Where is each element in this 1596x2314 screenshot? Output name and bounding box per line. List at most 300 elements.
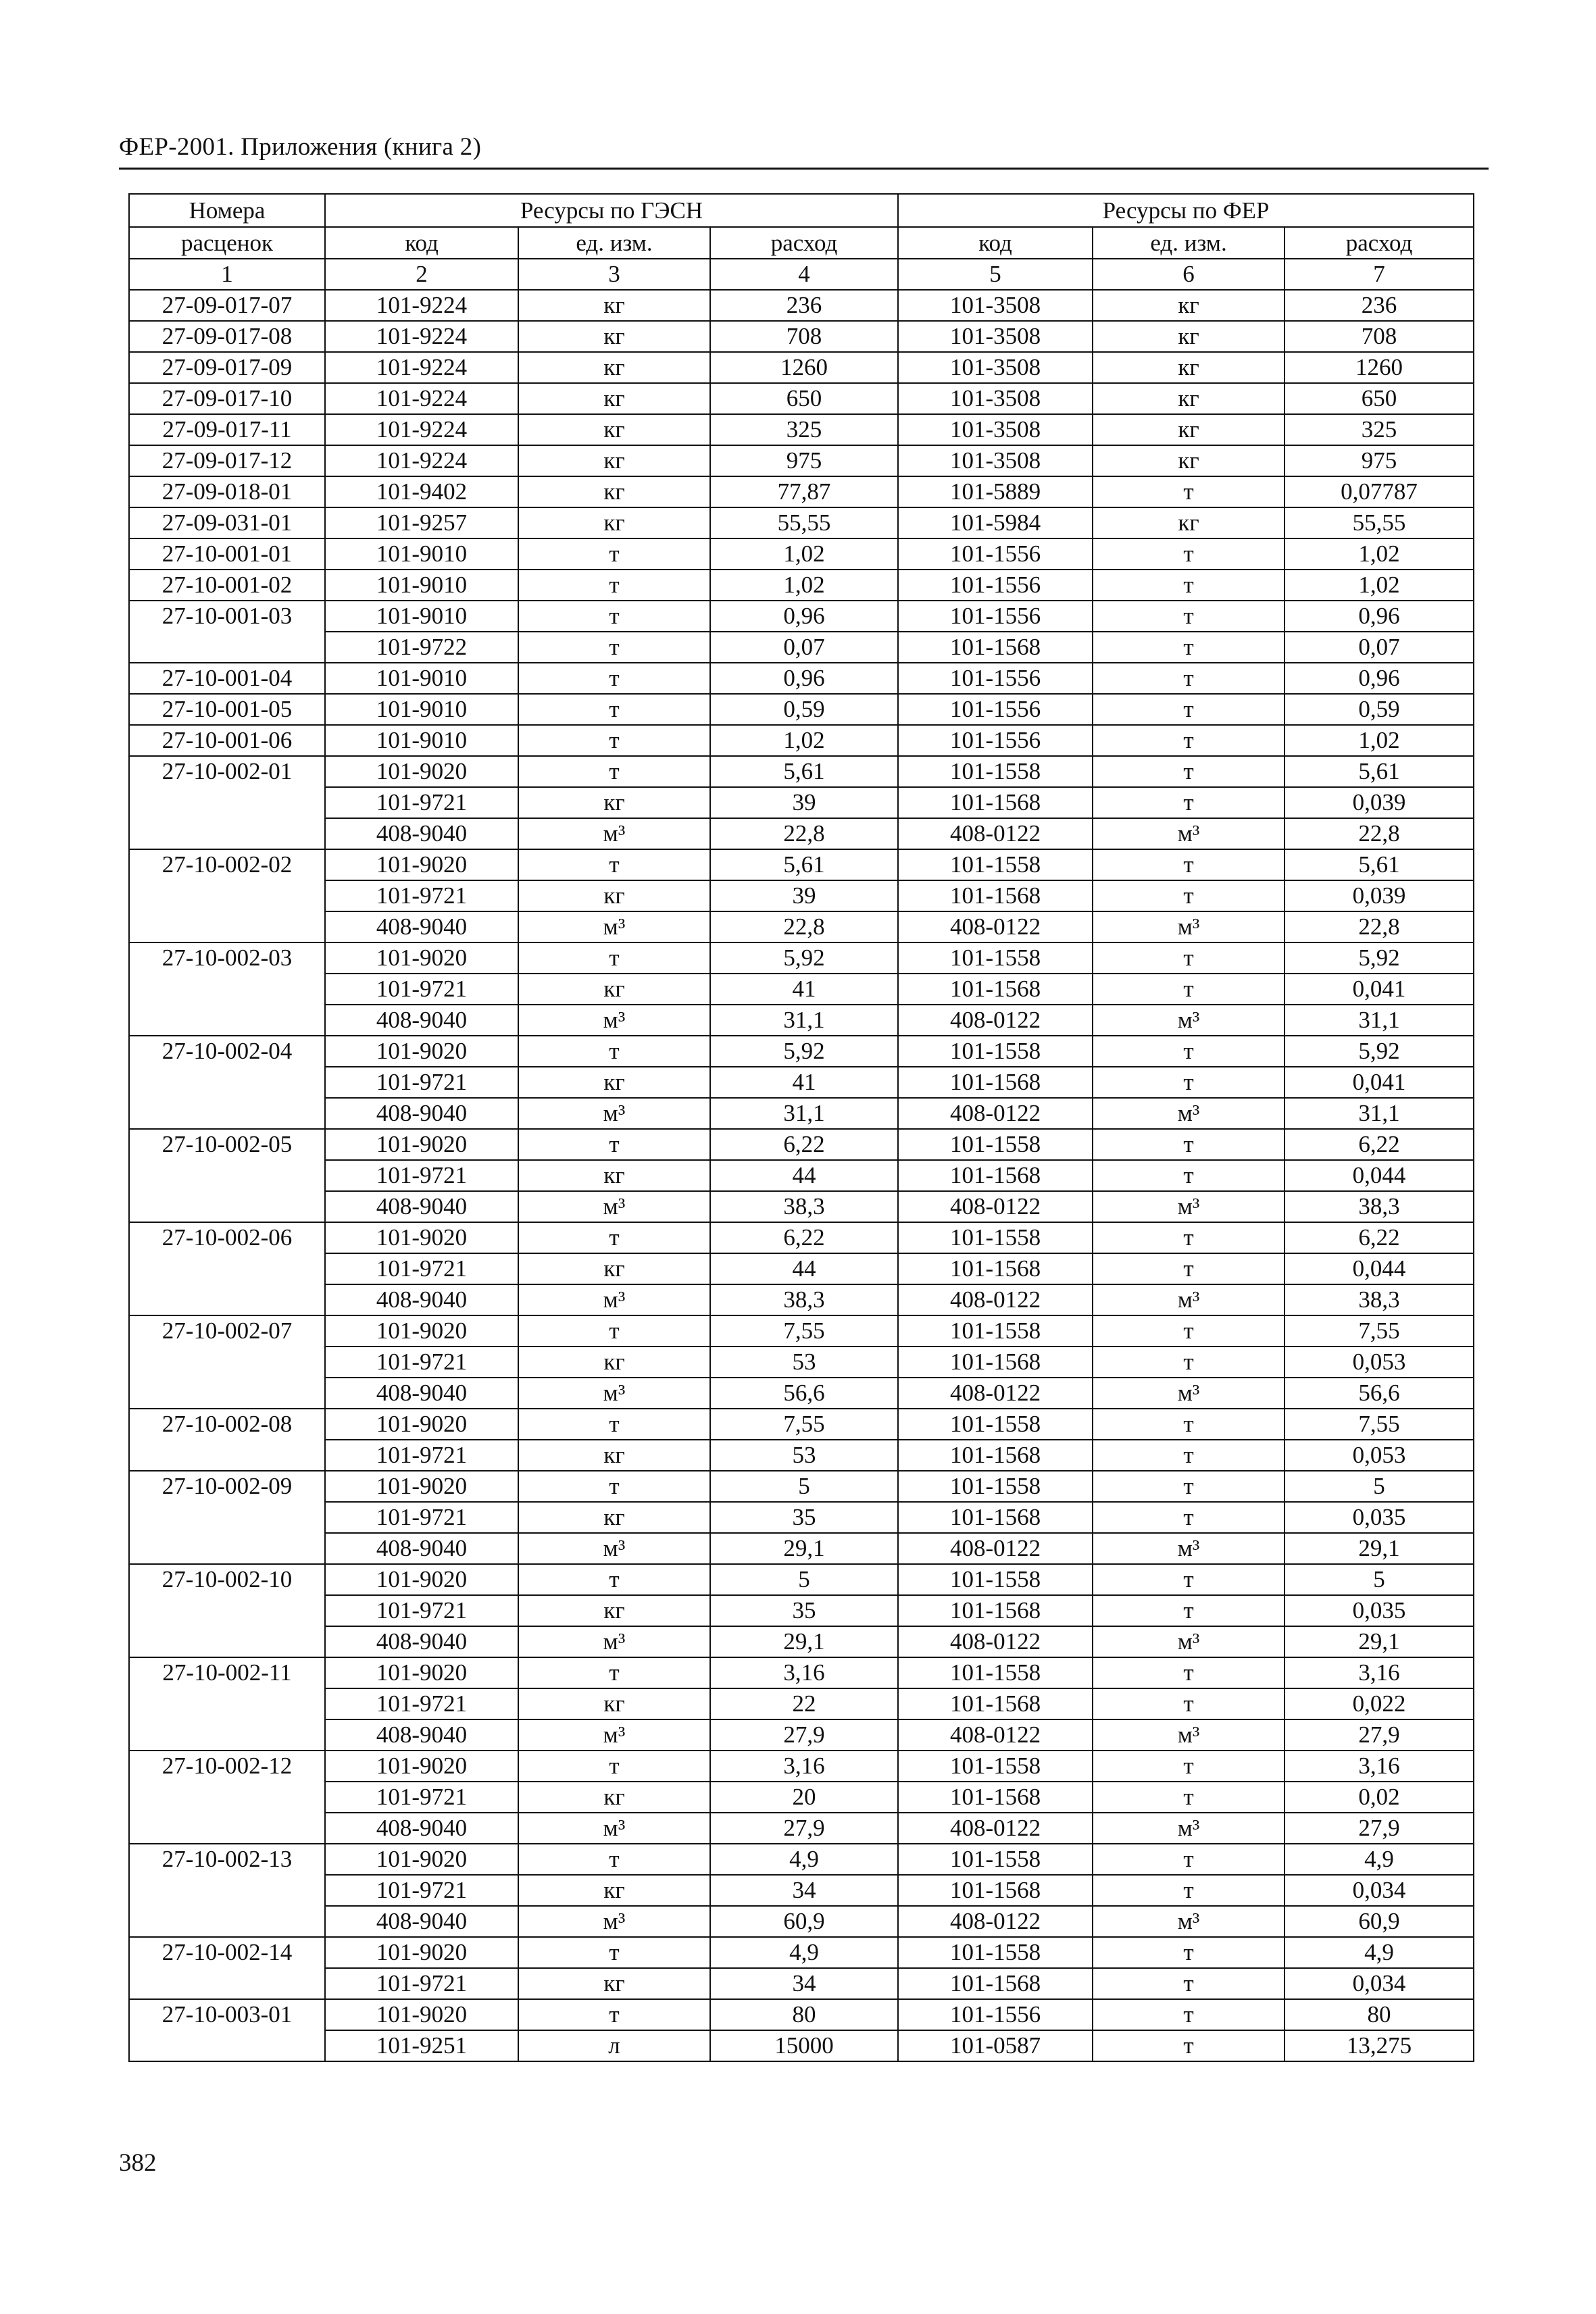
fer-unit-cell: т bbox=[1093, 1440, 1285, 1471]
gesn-code-cell: 101-9224 bbox=[325, 352, 518, 383]
fer-code-cell: 101-1558 bbox=[898, 849, 1093, 880]
fer-qty-cell: 1,02 bbox=[1285, 570, 1474, 601]
gesn-code-cell: 101-9721 bbox=[325, 1782, 518, 1813]
fer-code-cell: 101-1568 bbox=[898, 1253, 1093, 1284]
table-row bbox=[129, 1906, 1474, 1937]
fer-qty-cell: 80 bbox=[1285, 1999, 1474, 2030]
gesn-code-cell: 101-9020 bbox=[325, 1844, 518, 1875]
gesn-qty-cell: 22 bbox=[710, 1688, 898, 1719]
rate-number-cell: 27-10-002-03 bbox=[129, 942, 325, 1036]
fer-qty-cell: 0,044 bbox=[1285, 1160, 1474, 1191]
fer-unit-cell: т bbox=[1093, 570, 1285, 601]
table-row bbox=[129, 1751, 1474, 1782]
gesn-code-cell: 101-9010 bbox=[325, 694, 518, 725]
gesn-unit-cell: кг bbox=[518, 1347, 710, 1378]
fer-qty-cell: 0,041 bbox=[1285, 974, 1474, 1005]
gesn-code-cell: 408-9040 bbox=[325, 1284, 518, 1315]
gesn-code-cell: 408-9040 bbox=[325, 911, 518, 942]
fer-unit-cell: м³ bbox=[1093, 1378, 1285, 1409]
rate-number-cell: 27-09-017-10 bbox=[129, 383, 325, 414]
fer-code-cell: 408-0122 bbox=[898, 1906, 1093, 1937]
fer-unit-cell: м³ bbox=[1093, 1191, 1285, 1222]
fer-code-cell: 408-0122 bbox=[898, 1378, 1093, 1409]
gesn-unit-cell: кг bbox=[518, 1782, 710, 1813]
rate-number-cell: 27-09-017-12 bbox=[129, 445, 325, 476]
fer-qty-cell: 5,61 bbox=[1285, 849, 1474, 880]
table-row bbox=[129, 1875, 1474, 1906]
table-row bbox=[129, 974, 1474, 1005]
gesn-unit-cell: м³ bbox=[518, 1098, 710, 1129]
gesn-qty-cell: 4,9 bbox=[710, 1937, 898, 1968]
gesn-code-cell: 101-9721 bbox=[325, 1502, 518, 1533]
fer-unit-cell: т bbox=[1093, 1347, 1285, 1378]
fer-qty-cell: 22,8 bbox=[1285, 818, 1474, 849]
gesn-unit-cell: кг bbox=[518, 1253, 710, 1284]
gesn-qty-cell: 38,3 bbox=[710, 1284, 898, 1315]
col-header-fer-unit: ед. изм. bbox=[1093, 227, 1285, 259]
table-row bbox=[129, 1036, 1474, 1067]
gesn-unit-cell: т bbox=[518, 1036, 710, 1067]
gesn-code-cell: 101-9020 bbox=[325, 1222, 518, 1253]
fer-code-cell: 101-1558 bbox=[898, 1222, 1093, 1253]
rate-number-cell: 27-10-001-01 bbox=[129, 538, 325, 570]
fer-qty-cell: 5 bbox=[1285, 1564, 1474, 1595]
fer-code-cell: 101-1558 bbox=[898, 1657, 1093, 1688]
table-row bbox=[129, 725, 1474, 756]
fer-unit-cell: т bbox=[1093, 601, 1285, 632]
gesn-qty-cell: 35 bbox=[710, 1595, 898, 1626]
gesn-unit-cell: кг bbox=[518, 383, 710, 414]
gesn-code-cell: 101-9722 bbox=[325, 632, 518, 663]
fer-unit-cell: кг bbox=[1093, 414, 1285, 445]
gesn-qty-cell: 3,16 bbox=[710, 1657, 898, 1688]
table-row bbox=[129, 1844, 1474, 1875]
gesn-unit-cell: т bbox=[518, 1222, 710, 1253]
fer-unit-cell: м³ bbox=[1093, 1533, 1285, 1564]
gesn-code-cell: 101-9010 bbox=[325, 538, 518, 570]
fer-code-cell: 101-1568 bbox=[898, 1595, 1093, 1626]
fer-code-cell: 408-0122 bbox=[898, 1191, 1093, 1222]
gesn-code-cell: 101-9721 bbox=[325, 1875, 518, 1906]
fer-unit-cell: т bbox=[1093, 1844, 1285, 1875]
gesn-code-cell: 101-9010 bbox=[325, 601, 518, 632]
fer-code-cell: 101-1558 bbox=[898, 756, 1093, 787]
gesn-unit-cell: кг bbox=[518, 974, 710, 1005]
table-row bbox=[129, 1005, 1474, 1036]
fer-code-cell: 408-0122 bbox=[898, 1533, 1093, 1564]
table-row bbox=[129, 321, 1474, 352]
gesn-unit-cell: кг bbox=[518, 880, 710, 911]
gesn-qty-cell: 708 bbox=[710, 321, 898, 352]
fer-unit-cell: т bbox=[1093, 1160, 1285, 1191]
gesn-qty-cell: 20 bbox=[710, 1782, 898, 1813]
gesn-qty-cell: 5,92 bbox=[710, 942, 898, 974]
header-divider bbox=[119, 168, 1489, 170]
gesn-code-cell: 101-9020 bbox=[325, 1751, 518, 1782]
fer-qty-cell: 3,16 bbox=[1285, 1657, 1474, 1688]
fer-code-cell: 101-1568 bbox=[898, 1968, 1093, 1999]
gesn-qty-cell: 5 bbox=[710, 1471, 898, 1502]
fer-unit-cell: т bbox=[1093, 1595, 1285, 1626]
table-row bbox=[129, 911, 1474, 942]
table-row bbox=[129, 1719, 1474, 1751]
fer-qty-cell: 0,034 bbox=[1285, 1875, 1474, 1906]
fer-qty-cell: 55,55 bbox=[1285, 507, 1474, 538]
rate-number-cell: 27-09-017-09 bbox=[129, 352, 325, 383]
fer-qty-cell: 0,035 bbox=[1285, 1595, 1474, 1626]
fer-code-cell: 101-1558 bbox=[898, 1471, 1093, 1502]
table-row bbox=[129, 1098, 1474, 1129]
gesn-code-cell: 101-9721 bbox=[325, 1440, 518, 1471]
fer-qty-cell: 0,034 bbox=[1285, 1968, 1474, 1999]
gesn-qty-cell: 41 bbox=[710, 1067, 898, 1098]
gesn-unit-cell: т bbox=[518, 663, 710, 694]
gesn-unit-cell: т bbox=[518, 632, 710, 663]
gesn-unit-cell: т bbox=[518, 1471, 710, 1502]
fer-qty-cell: 1260 bbox=[1285, 352, 1474, 383]
fer-unit-cell: т bbox=[1093, 1782, 1285, 1813]
gesn-qty-cell: 31,1 bbox=[710, 1098, 898, 1129]
fer-unit-cell: т bbox=[1093, 1937, 1285, 1968]
fer-qty-cell: 7,55 bbox=[1285, 1315, 1474, 1347]
gesn-qty-cell: 236 bbox=[710, 290, 898, 321]
gesn-qty-cell: 7,55 bbox=[710, 1315, 898, 1347]
fer-code-cell: 101-1558 bbox=[898, 942, 1093, 974]
rate-number-cell: 27-10-002-08 bbox=[129, 1409, 325, 1471]
col-header-gesn-code: код bbox=[325, 227, 518, 259]
fer-code-cell: 101-1558 bbox=[898, 1937, 1093, 1968]
fer-unit-cell: кг bbox=[1093, 383, 1285, 414]
gesn-unit-cell: кг bbox=[518, 321, 710, 352]
fer-qty-cell: 27,9 bbox=[1285, 1719, 1474, 1751]
rate-number-cell: 27-10-002-10 bbox=[129, 1564, 325, 1657]
fer-unit-cell: т bbox=[1093, 756, 1285, 787]
fer-code-cell: 101-1556 bbox=[898, 725, 1093, 756]
fer-code-cell: 101-5889 bbox=[898, 476, 1093, 507]
gesn-code-cell: 101-9721 bbox=[325, 787, 518, 818]
gesn-unit-cell: кг bbox=[518, 1875, 710, 1906]
resources-table bbox=[128, 193, 1474, 2062]
gesn-code-cell: 101-9010 bbox=[325, 570, 518, 601]
col-index: 4 bbox=[710, 259, 898, 290]
fer-code-cell: 101-1556 bbox=[898, 601, 1093, 632]
gesn-unit-cell: т bbox=[518, 694, 710, 725]
table-row bbox=[129, 756, 1474, 787]
fer-qty-cell: 31,1 bbox=[1285, 1005, 1474, 1036]
gesn-unit-cell: т bbox=[518, 1657, 710, 1688]
gesn-qty-cell: 6,22 bbox=[710, 1222, 898, 1253]
table-row bbox=[129, 1222, 1474, 1253]
gesn-code-cell: 101-9721 bbox=[325, 1347, 518, 1378]
gesn-unit-cell: м³ bbox=[518, 1533, 710, 1564]
col-header-gesn-group: Ресурсы по ГЭСН bbox=[325, 194, 898, 227]
gesn-qty-cell: 27,9 bbox=[710, 1719, 898, 1751]
gesn-qty-cell: 53 bbox=[710, 1440, 898, 1471]
fer-qty-cell: 0,053 bbox=[1285, 1347, 1474, 1378]
fer-qty-cell: 0,07787 bbox=[1285, 476, 1474, 507]
table-row bbox=[129, 352, 1474, 383]
gesn-unit-cell: кг bbox=[518, 445, 710, 476]
fer-qty-cell: 31,1 bbox=[1285, 1098, 1474, 1129]
gesn-qty-cell: 5,61 bbox=[710, 756, 898, 787]
fer-unit-cell: м³ bbox=[1093, 1005, 1285, 1036]
gesn-unit-cell: т bbox=[518, 1844, 710, 1875]
rate-number-cell: 27-10-002-06 bbox=[129, 1222, 325, 1315]
rate-number-cell: 27-10-002-11 bbox=[129, 1657, 325, 1751]
fer-code-cell: 101-1568 bbox=[898, 1160, 1093, 1191]
fer-qty-cell: 708 bbox=[1285, 321, 1474, 352]
gesn-qty-cell: 34 bbox=[710, 1875, 898, 1906]
table-row bbox=[129, 1999, 1474, 2030]
gesn-unit-cell: т bbox=[518, 570, 710, 601]
gesn-unit-cell: т bbox=[518, 1315, 710, 1347]
gesn-unit-cell: м³ bbox=[518, 911, 710, 942]
gesn-unit-cell: кг bbox=[518, 352, 710, 383]
gesn-qty-cell: 22,8 bbox=[710, 818, 898, 849]
fer-qty-cell: 56,6 bbox=[1285, 1378, 1474, 1409]
fer-qty-cell: 5,61 bbox=[1285, 756, 1474, 787]
gesn-unit-cell: м³ bbox=[518, 1005, 710, 1036]
fer-qty-cell: 0,039 bbox=[1285, 787, 1474, 818]
gesn-code-cell: 101-9721 bbox=[325, 974, 518, 1005]
table-row bbox=[129, 290, 1474, 321]
gesn-code-cell: 408-9040 bbox=[325, 818, 518, 849]
gesn-code-cell: 101-9010 bbox=[325, 663, 518, 694]
gesn-qty-cell: 39 bbox=[710, 787, 898, 818]
gesn-code-cell: 101-9251 bbox=[325, 2030, 518, 2061]
gesn-qty-cell: 22,8 bbox=[710, 911, 898, 942]
col-header-gesn-unit: ед. изм. bbox=[518, 227, 710, 259]
gesn-unit-cell: м³ bbox=[518, 1626, 710, 1657]
gesn-unit-cell: кг bbox=[518, 1502, 710, 1533]
fer-code-cell: 101-1558 bbox=[898, 1409, 1093, 1440]
gesn-qty-cell: 3,16 bbox=[710, 1751, 898, 1782]
gesn-code-cell: 408-9040 bbox=[325, 1906, 518, 1937]
fer-code-cell: 101-1558 bbox=[898, 1751, 1093, 1782]
col-header-fer-code: код bbox=[898, 227, 1093, 259]
rate-number-cell: 27-09-017-08 bbox=[129, 321, 325, 352]
gesn-qty-cell: 44 bbox=[710, 1253, 898, 1284]
fer-code-cell: 101-0587 bbox=[898, 2030, 1093, 2061]
col-header-numbers-bottom: расценок bbox=[129, 227, 325, 259]
fer-code-cell: 101-3508 bbox=[898, 352, 1093, 383]
fer-code-cell: 408-0122 bbox=[898, 1005, 1093, 1036]
fer-unit-cell: кг bbox=[1093, 352, 1285, 383]
table-body bbox=[129, 290, 1474, 2061]
gesn-qty-cell: 6,22 bbox=[710, 1129, 898, 1160]
gesn-code-cell: 101-9224 bbox=[325, 414, 518, 445]
gesn-code-cell: 101-9721 bbox=[325, 1688, 518, 1719]
rate-number-cell: 27-10-001-03 bbox=[129, 601, 325, 663]
fer-qty-cell: 0,07 bbox=[1285, 632, 1474, 663]
table-row bbox=[129, 1315, 1474, 1347]
gesn-qty-cell: 0,96 bbox=[710, 601, 898, 632]
gesn-qty-cell: 39 bbox=[710, 880, 898, 911]
fer-qty-cell: 60,9 bbox=[1285, 1906, 1474, 1937]
rate-number-cell: 27-10-003-01 bbox=[129, 1999, 325, 2061]
fer-code-cell: 101-1568 bbox=[898, 1875, 1093, 1906]
fer-code-cell: 101-5984 bbox=[898, 507, 1093, 538]
table-row bbox=[129, 1409, 1474, 1440]
fer-qty-cell: 22,8 bbox=[1285, 911, 1474, 942]
gesn-code-cell: 101-9721 bbox=[325, 1253, 518, 1284]
table-row bbox=[129, 1502, 1474, 1533]
gesn-qty-cell: 44 bbox=[710, 1160, 898, 1191]
gesn-unit-cell: т bbox=[518, 756, 710, 787]
gesn-unit-cell: т bbox=[518, 601, 710, 632]
gesn-qty-cell: 35 bbox=[710, 1502, 898, 1533]
fer-qty-cell: 0,035 bbox=[1285, 1502, 1474, 1533]
gesn-qty-cell: 55,55 bbox=[710, 507, 898, 538]
fer-unit-cell: т bbox=[1093, 663, 1285, 694]
gesn-qty-cell: 7,55 bbox=[710, 1409, 898, 1440]
fer-qty-cell: 236 bbox=[1285, 290, 1474, 321]
fer-unit-cell: т bbox=[1093, 1315, 1285, 1347]
table-row bbox=[129, 849, 1474, 880]
page-number: 382 bbox=[119, 2149, 157, 2177]
table-row bbox=[129, 1688, 1474, 1719]
fer-code-cell: 101-3508 bbox=[898, 383, 1093, 414]
fer-code-cell: 408-0122 bbox=[898, 1626, 1093, 1657]
fer-unit-cell: м³ bbox=[1093, 911, 1285, 942]
fer-qty-cell: 13,275 bbox=[1285, 2030, 1474, 2061]
gesn-code-cell: 408-9040 bbox=[325, 1005, 518, 1036]
table-row bbox=[129, 1129, 1474, 1160]
fer-code-cell: 101-1556 bbox=[898, 570, 1093, 601]
fer-qty-cell: 1,02 bbox=[1285, 538, 1474, 570]
table-row bbox=[129, 538, 1474, 570]
gesn-qty-cell: 325 bbox=[710, 414, 898, 445]
fer-unit-cell: т bbox=[1093, 1036, 1285, 1067]
fer-code-cell: 408-0122 bbox=[898, 818, 1093, 849]
gesn-qty-cell: 38,3 bbox=[710, 1191, 898, 1222]
gesn-unit-cell: т bbox=[518, 1751, 710, 1782]
table-row bbox=[129, 787, 1474, 818]
gesn-code-cell: 101-9020 bbox=[325, 1036, 518, 1067]
fer-code-cell: 101-1568 bbox=[898, 632, 1093, 663]
fer-unit-cell: м³ bbox=[1093, 1906, 1285, 1937]
gesn-unit-cell: т bbox=[518, 725, 710, 756]
gesn-unit-cell: т bbox=[518, 1564, 710, 1595]
gesn-unit-cell: т bbox=[518, 1409, 710, 1440]
table-row bbox=[129, 1471, 1474, 1502]
table-row bbox=[129, 632, 1474, 663]
gesn-qty-cell: 0,07 bbox=[710, 632, 898, 663]
gesn-code-cell: 101-9224 bbox=[325, 445, 518, 476]
gesn-qty-cell: 29,1 bbox=[710, 1626, 898, 1657]
gesn-qty-cell: 5,61 bbox=[710, 849, 898, 880]
table-row bbox=[129, 1067, 1474, 1098]
fer-qty-cell: 7,55 bbox=[1285, 1409, 1474, 1440]
gesn-code-cell: 101-9020 bbox=[325, 1564, 518, 1595]
fer-code-cell: 101-3508 bbox=[898, 414, 1093, 445]
fer-qty-cell: 4,9 bbox=[1285, 1844, 1474, 1875]
gesn-unit-cell: т bbox=[518, 849, 710, 880]
col-index: 2 bbox=[325, 259, 518, 290]
table-row bbox=[129, 1253, 1474, 1284]
fer-code-cell: 101-1556 bbox=[898, 663, 1093, 694]
table-row bbox=[129, 1347, 1474, 1378]
rate-number-cell: 27-09-017-11 bbox=[129, 414, 325, 445]
gesn-unit-cell: м³ bbox=[518, 1284, 710, 1315]
table-row bbox=[129, 414, 1474, 445]
rate-number-cell: 27-10-002-12 bbox=[129, 1751, 325, 1844]
gesn-unit-cell: кг bbox=[518, 414, 710, 445]
gesn-unit-cell: кг bbox=[518, 1688, 710, 1719]
page-header: ФЕР-2001. Приложения (книга 2) bbox=[119, 133, 482, 161]
gesn-unit-cell: кг bbox=[518, 1160, 710, 1191]
table-header-row-2 bbox=[129, 227, 1474, 259]
gesn-code-cell: 101-9020 bbox=[325, 849, 518, 880]
gesn-qty-cell: 27,9 bbox=[710, 1813, 898, 1844]
fer-code-cell: 101-1568 bbox=[898, 974, 1093, 1005]
fer-code-cell: 101-1568 bbox=[898, 1067, 1093, 1098]
rate-number-cell: 27-09-018-01 bbox=[129, 476, 325, 507]
table-row bbox=[129, 694, 1474, 725]
gesn-unit-cell: кг bbox=[518, 476, 710, 507]
table-row bbox=[129, 1284, 1474, 1315]
fer-code-cell: 101-3508 bbox=[898, 445, 1093, 476]
col-header-numbers-top: Номера bbox=[129, 194, 325, 227]
fer-unit-cell: т bbox=[1093, 538, 1285, 570]
gesn-unit-cell: кг bbox=[518, 1067, 710, 1098]
fer-qty-cell: 4,9 bbox=[1285, 1937, 1474, 1968]
fer-unit-cell: кг bbox=[1093, 290, 1285, 321]
fer-qty-cell: 0,039 bbox=[1285, 880, 1474, 911]
gesn-qty-cell: 1,02 bbox=[710, 725, 898, 756]
gesn-code-cell: 408-9040 bbox=[325, 1378, 518, 1409]
gesn-code-cell: 101-9020 bbox=[325, 1999, 518, 2030]
gesn-unit-cell: кг bbox=[518, 787, 710, 818]
fer-code-cell: 101-1568 bbox=[898, 1440, 1093, 1471]
gesn-qty-cell: 60,9 bbox=[710, 1906, 898, 1937]
table-row bbox=[129, 663, 1474, 694]
gesn-unit-cell: кг bbox=[518, 290, 710, 321]
fer-qty-cell: 0,02 bbox=[1285, 1782, 1474, 1813]
gesn-qty-cell: 56,6 bbox=[710, 1378, 898, 1409]
fer-qty-cell: 0,041 bbox=[1285, 1067, 1474, 1098]
fer-unit-cell: м³ bbox=[1093, 1098, 1285, 1129]
gesn-code-cell: 101-9721 bbox=[325, 1067, 518, 1098]
gesn-code-cell: 101-9721 bbox=[325, 880, 518, 911]
rate-number-cell: 27-10-001-04 bbox=[129, 663, 325, 694]
fer-code-cell: 408-0122 bbox=[898, 911, 1093, 942]
gesn-qty-cell: 4,9 bbox=[710, 1844, 898, 1875]
fer-code-cell: 101-1558 bbox=[898, 1315, 1093, 1347]
fer-unit-cell: т bbox=[1093, 1688, 1285, 1719]
fer-qty-cell: 0,59 bbox=[1285, 694, 1474, 725]
table-row bbox=[129, 1564, 1474, 1595]
gesn-unit-cell: т bbox=[518, 1999, 710, 2030]
table-row bbox=[129, 1657, 1474, 1688]
col-index: 1 bbox=[129, 259, 325, 290]
fer-qty-cell: 325 bbox=[1285, 414, 1474, 445]
fer-qty-cell: 5 bbox=[1285, 1471, 1474, 1502]
fer-code-cell: 101-1558 bbox=[898, 1564, 1093, 1595]
gesn-code-cell: 101-9020 bbox=[325, 1471, 518, 1502]
fer-code-cell: 101-1556 bbox=[898, 538, 1093, 570]
table-row bbox=[129, 445, 1474, 476]
fer-code-cell: 101-1558 bbox=[898, 1844, 1093, 1875]
gesn-code-cell: 408-9040 bbox=[325, 1626, 518, 1657]
gesn-code-cell: 101-9020 bbox=[325, 1315, 518, 1347]
col-index: 6 bbox=[1093, 259, 1285, 290]
table-row bbox=[129, 1782, 1474, 1813]
fer-qty-cell: 650 bbox=[1285, 383, 1474, 414]
gesn-qty-cell: 1260 bbox=[710, 352, 898, 383]
gesn-qty-cell: 975 bbox=[710, 445, 898, 476]
gesn-unit-cell: м³ bbox=[518, 818, 710, 849]
